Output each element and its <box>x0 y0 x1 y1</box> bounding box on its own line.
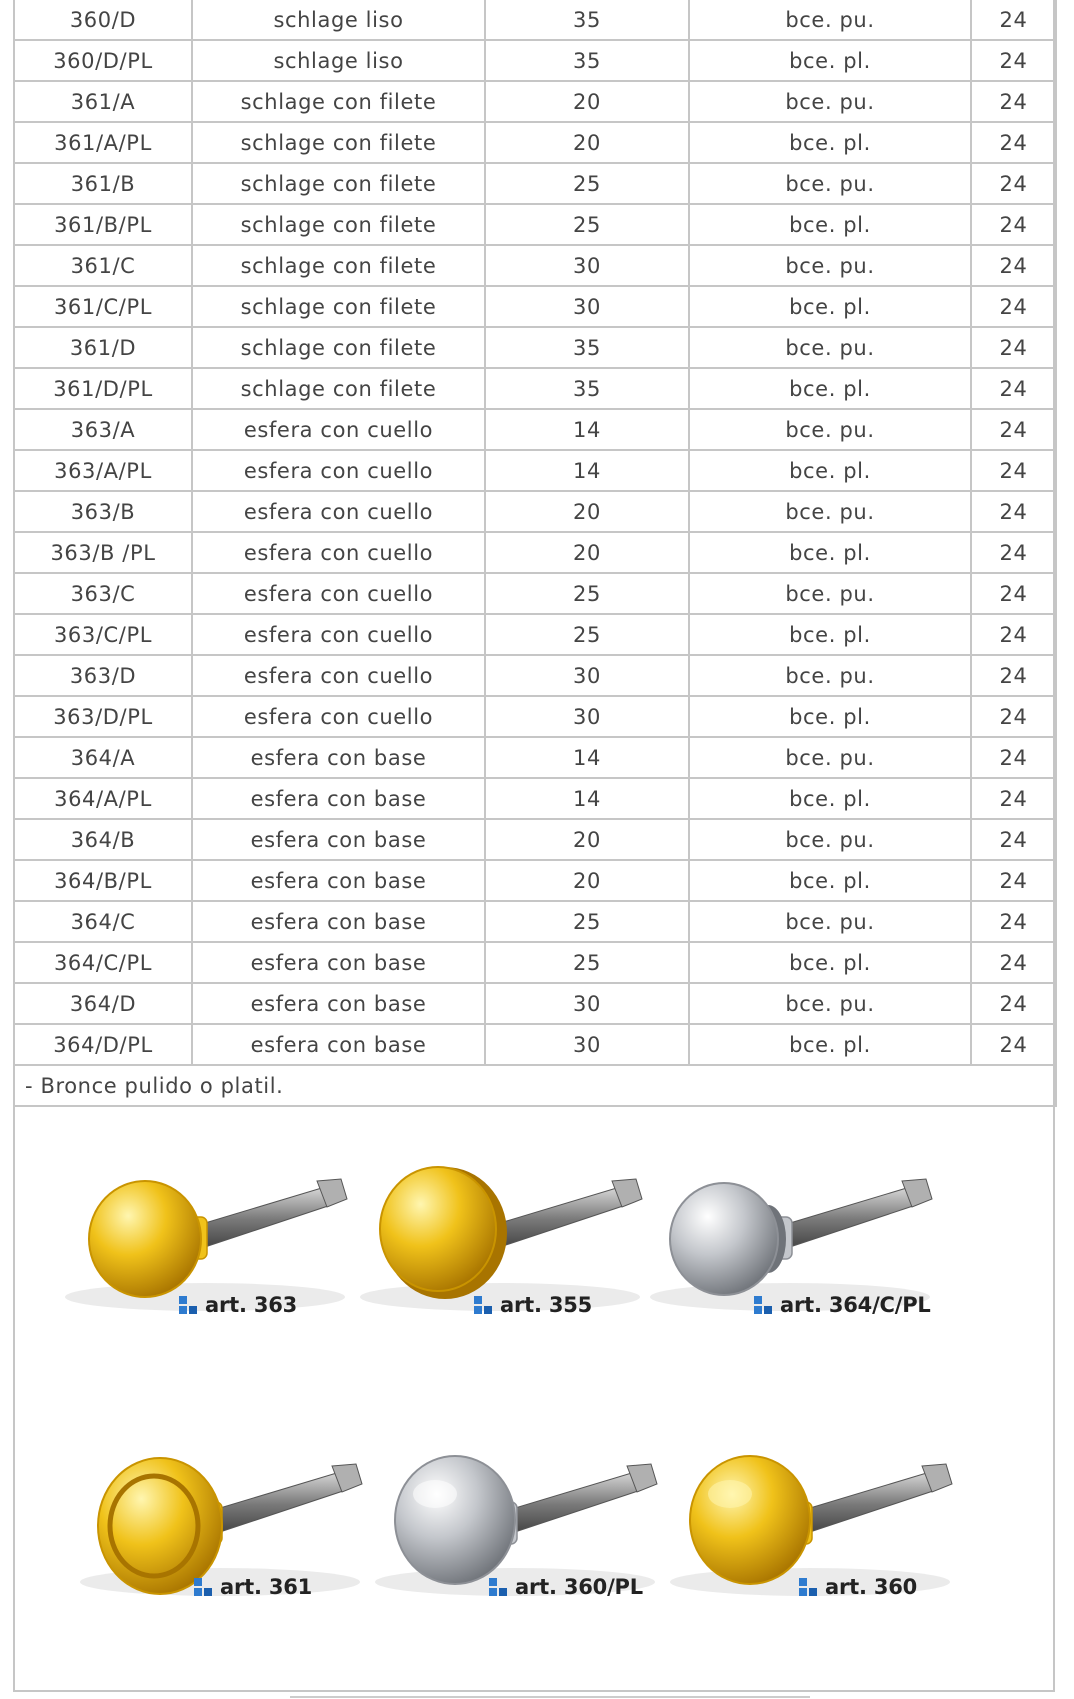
caption-bullet-icon <box>489 1578 509 1598</box>
product-caption: art. 360/PL <box>515 1575 643 1599</box>
table-row <box>14 122 1056 163</box>
table-row <box>14 942 1056 983</box>
table-note-row <box>14 1065 1056 1106</box>
description-cell: schlage con filete <box>192 204 485 245</box>
finish-cell: bce. pu. <box>689 163 971 204</box>
article-code-cell: 361/B <box>14 163 192 204</box>
finish-cell: bce. pl. <box>689 122 971 163</box>
finish-cell: bce. pl. <box>689 778 971 819</box>
table-row <box>14 491 1056 532</box>
article-code-cell: 361/B/PL <box>14 204 192 245</box>
finish-cell: bce. pl. <box>689 696 971 737</box>
size-cell: 35 <box>485 40 689 81</box>
pack-qty-cell: 24 <box>971 1024 1056 1065</box>
description-cell: schlage liso <box>192 0 485 40</box>
article-code-cell: 363/D <box>14 655 192 696</box>
description-cell: esfera con base <box>192 860 485 901</box>
table-row <box>14 860 1056 901</box>
spec-table <box>13 0 1057 1107</box>
article-code-cell: 360/D/PL <box>14 40 192 81</box>
description-cell: esfera con cuello <box>192 655 485 696</box>
size-cell: 20 <box>485 819 689 860</box>
pack-qty-cell: 24 <box>971 614 1056 655</box>
article-code-cell: 364/C <box>14 901 192 942</box>
size-cell: 20 <box>485 491 689 532</box>
product-caption: art. 361 <box>220 1575 313 1599</box>
pack-qty-cell: 24 <box>971 573 1056 614</box>
table-row <box>14 409 1056 450</box>
table-row <box>14 573 1056 614</box>
finish-cell: bce. pu. <box>689 0 971 40</box>
size-cell: 25 <box>485 614 689 655</box>
size-cell: 35 <box>485 0 689 40</box>
table-row <box>14 81 1056 122</box>
article-code-cell: 363/B <box>14 491 192 532</box>
article-code-cell: 361/C/PL <box>14 286 192 327</box>
pack-qty-cell: 24 <box>971 40 1056 81</box>
product-caption: art. 363 <box>205 1293 298 1317</box>
finish-cell: bce. pl. <box>689 1024 971 1065</box>
pack-qty-cell: 24 <box>971 655 1056 696</box>
size-cell: 14 <box>485 737 689 778</box>
caption-bullet-icon <box>799 1578 819 1598</box>
size-cell: 20 <box>485 122 689 163</box>
pack-qty-cell: 24 <box>971 286 1056 327</box>
size-cell: 20 <box>485 81 689 122</box>
description-cell: esfera con cuello <box>192 532 485 573</box>
caption-bullet-icon <box>194 1578 214 1598</box>
table-row <box>14 40 1056 81</box>
description-cell: esfera con base <box>192 942 485 983</box>
description-cell: schlage con filete <box>192 327 485 368</box>
size-cell: 14 <box>485 778 689 819</box>
table-row <box>14 737 1056 778</box>
article-code-cell: 360/D <box>14 0 192 40</box>
description-cell: schlage con filete <box>192 81 485 122</box>
finish-cell: bce. pl. <box>689 860 971 901</box>
product-caption: art. 355 <box>500 1293 593 1317</box>
article-code-cell: 364/B <box>14 819 192 860</box>
article-code-cell: 364/A/PL <box>14 778 192 819</box>
size-cell: 20 <box>485 860 689 901</box>
pack-qty-cell: 24 <box>971 368 1056 409</box>
table-row <box>14 0 1056 40</box>
pack-qty-cell: 24 <box>971 983 1056 1024</box>
article-code-cell: 361/A/PL <box>14 122 192 163</box>
table-row <box>14 368 1056 409</box>
size-cell: 35 <box>485 368 689 409</box>
finish-cell: bce. pu. <box>689 573 971 614</box>
description-cell: esfera con base <box>192 819 485 860</box>
description-cell: esfera con base <box>192 737 485 778</box>
article-code-cell: 363/D/PL <box>14 696 192 737</box>
description-cell: schlage con filete <box>192 163 485 204</box>
article-code-cell: 363/B /PL <box>14 532 192 573</box>
finish-cell: bce. pu. <box>689 81 971 122</box>
finish-note: - Bronce pulido o platil. <box>14 1065 1056 1106</box>
finish-cell: bce. pl. <box>689 286 971 327</box>
spec-table-body <box>14 0 1056 1106</box>
article-code-cell: 364/A <box>14 737 192 778</box>
pack-qty-cell: 24 <box>971 819 1056 860</box>
pack-qty-cell: 24 <box>971 491 1056 532</box>
table-row <box>14 204 1056 245</box>
description-cell: esfera con cuello <box>192 573 485 614</box>
article-code-cell: 364/D/PL <box>14 1024 192 1065</box>
finish-cell: bce. pu. <box>689 409 971 450</box>
product-gallery <box>15 1147 1053 1689</box>
description-cell: schlage con filete <box>192 245 485 286</box>
size-cell: 20 <box>485 532 689 573</box>
finish-cell: bce. pu. <box>689 901 971 942</box>
product-photo <box>660 1432 980 1622</box>
pack-qty-cell: 24 <box>971 696 1056 737</box>
pack-qty-cell: 24 <box>971 245 1056 286</box>
description-cell: esfera con cuello <box>192 696 485 737</box>
finish-cell: bce. pu. <box>689 245 971 286</box>
pack-qty-cell: 24 <box>971 409 1056 450</box>
size-cell: 25 <box>485 204 689 245</box>
description-cell: esfera con base <box>192 983 485 1024</box>
size-cell: 25 <box>485 901 689 942</box>
cut-off-footer-text <box>290 1693 810 1699</box>
article-code-cell: 364/B/PL <box>14 860 192 901</box>
finish-cell: bce. pu. <box>689 491 971 532</box>
finish-cell: bce. pl. <box>689 450 971 491</box>
article-code-cell: 363/A/PL <box>14 450 192 491</box>
finish-cell: bce. pl. <box>689 614 971 655</box>
size-cell: 30 <box>485 983 689 1024</box>
table-row <box>14 245 1056 286</box>
pack-qty-cell: 24 <box>971 81 1056 122</box>
article-code-cell: 363/C <box>14 573 192 614</box>
table-row <box>14 819 1056 860</box>
knob-illustration <box>660 1432 980 1612</box>
article-code-cell: 361/A <box>14 81 192 122</box>
description-cell: esfera con cuello <box>192 409 485 450</box>
article-code-cell: 361/D <box>14 327 192 368</box>
size-cell: 30 <box>485 655 689 696</box>
size-cell: 25 <box>485 163 689 204</box>
table-row <box>14 450 1056 491</box>
pack-qty-cell: 24 <box>971 122 1056 163</box>
finish-cell: bce. pu. <box>689 655 971 696</box>
product-caption: art. 364/C/PL <box>780 1293 931 1317</box>
frame-bottom-border <box>13 1690 1055 1692</box>
pack-qty-cell: 24 <box>971 204 1056 245</box>
size-cell: 25 <box>485 573 689 614</box>
caption-bullet-icon <box>754 1296 774 1316</box>
article-code-cell: 364/D <box>14 983 192 1024</box>
table-row <box>14 532 1056 573</box>
table-row <box>14 614 1056 655</box>
finish-cell: bce. pu. <box>689 983 971 1024</box>
finish-cell: bce. pl. <box>689 942 971 983</box>
finish-cell: bce. pl. <box>689 40 971 81</box>
size-cell: 14 <box>485 450 689 491</box>
description-cell: esfera con cuello <box>192 491 485 532</box>
description-cell: esfera con cuello <box>192 450 485 491</box>
finish-cell: bce. pl. <box>689 532 971 573</box>
pack-qty-cell: 24 <box>971 737 1056 778</box>
product-caption: art. 360 <box>825 1575 918 1599</box>
table-row <box>14 901 1056 942</box>
pack-qty-cell: 24 <box>971 860 1056 901</box>
table-row <box>14 1024 1056 1065</box>
size-cell: 30 <box>485 286 689 327</box>
size-cell: 25 <box>485 942 689 983</box>
caption-bullet-icon <box>474 1296 494 1316</box>
finish-cell: bce. pl. <box>689 204 971 245</box>
description-cell: schlage con filete <box>192 368 485 409</box>
description-cell: esfera con base <box>192 901 485 942</box>
table-row <box>14 983 1056 1024</box>
pack-qty-cell: 24 <box>971 450 1056 491</box>
size-cell: 14 <box>485 409 689 450</box>
table-row <box>14 163 1056 204</box>
size-cell: 35 <box>485 327 689 368</box>
table-row <box>14 327 1056 368</box>
finish-cell: bce. pu. <box>689 327 971 368</box>
table-row <box>14 286 1056 327</box>
pack-qty-cell: 24 <box>971 532 1056 573</box>
finish-cell: bce. pl. <box>689 368 971 409</box>
size-cell: 30 <box>485 696 689 737</box>
caption-bullet-icon <box>179 1296 199 1316</box>
article-code-cell: 363/A <box>14 409 192 450</box>
pack-qty-cell: 24 <box>971 942 1056 983</box>
description-cell: esfera con cuello <box>192 614 485 655</box>
finish-cell: bce. pu. <box>689 737 971 778</box>
pack-qty-cell: 24 <box>971 0 1056 40</box>
description-cell: schlage liso <box>192 40 485 81</box>
description-cell: schlage con filete <box>192 286 485 327</box>
pack-qty-cell: 24 <box>971 901 1056 942</box>
table-row <box>14 655 1056 696</box>
description-cell: esfera con base <box>192 1024 485 1065</box>
article-code-cell: 361/C <box>14 245 192 286</box>
article-code-cell: 361/D/PL <box>14 368 192 409</box>
size-cell: 30 <box>485 1024 689 1065</box>
size-cell: 30 <box>485 245 689 286</box>
table-row <box>14 778 1056 819</box>
article-code-cell: 363/C/PL <box>14 614 192 655</box>
pack-qty-cell: 24 <box>971 778 1056 819</box>
description-cell: schlage con filete <box>192 122 485 163</box>
pack-qty-cell: 24 <box>971 163 1056 204</box>
finish-cell: bce. pu. <box>689 819 971 860</box>
article-code-cell: 364/C/PL <box>14 942 192 983</box>
table-row <box>14 696 1056 737</box>
pack-qty-cell: 24 <box>971 327 1056 368</box>
description-cell: esfera con base <box>192 778 485 819</box>
